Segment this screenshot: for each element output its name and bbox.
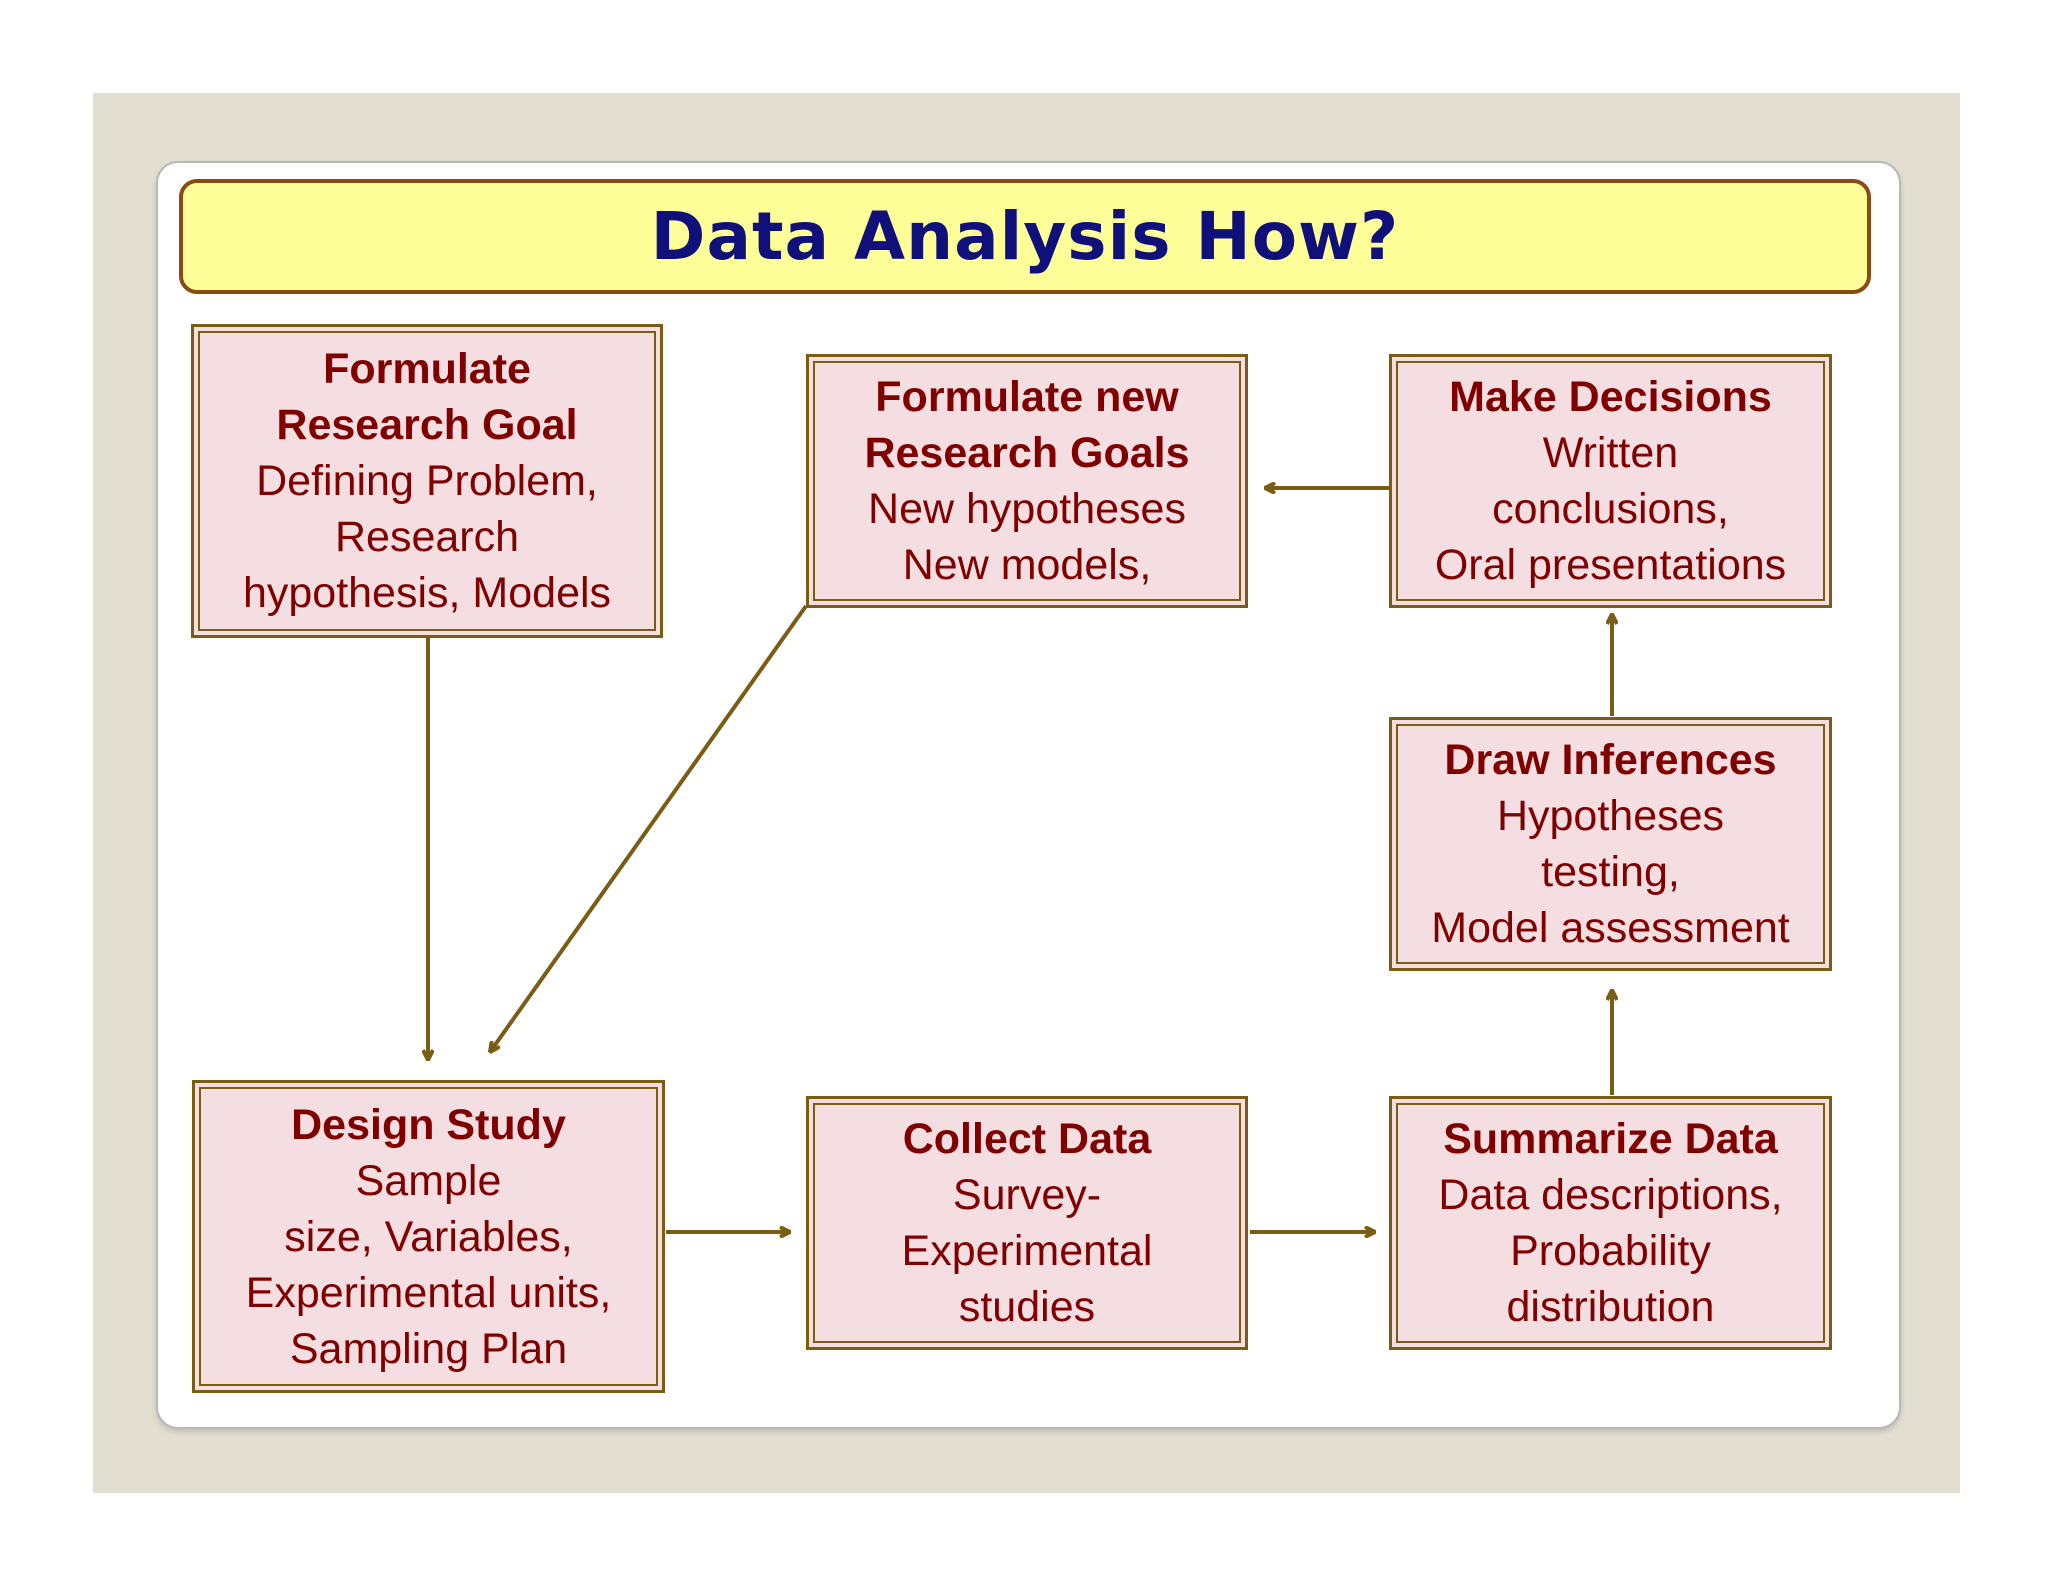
node-heading: Make Decisions — [1449, 373, 1772, 421]
node-summarize-data — [1389, 1096, 1832, 1350]
node-formulate-new-goals — [806, 354, 1248, 608]
node-heading: Collect Data — [902, 1115, 1152, 1163]
node-draw-inferences — [1389, 717, 1832, 971]
node-body: Hypotheses testing, Model assessment — [1431, 792, 1790, 952]
node-design-study — [192, 1080, 665, 1393]
node-make-decisions — [1389, 354, 1832, 608]
arrow-new-goals-to-design — [490, 606, 806, 1052]
node-heading: Summarize Data — [1443, 1115, 1778, 1163]
node-formulate-research-goal — [191, 324, 663, 638]
node-collect-data — [806, 1096, 1248, 1350]
node-body: Data descriptions, Probability distribution — [1438, 1171, 1783, 1331]
node-heading: Design Study — [291, 1100, 566, 1149]
node-body: Survey- Experimental studies — [901, 1171, 1153, 1331]
node-body: New hypotheses New models, — [868, 485, 1186, 589]
page-title: Data Analysis How? — [650, 198, 1400, 275]
node-heading: Formulate Research Goal — [276, 345, 578, 449]
node-heading: Formulate new Research Goals — [864, 373, 1190, 477]
node-body: Written conclusions, Oral presentations — [1434, 429, 1787, 589]
node-heading: Draw Inferences — [1444, 736, 1777, 784]
node-body: Sample size, Variables, Experimental units, Sampling Plan — [245, 1156, 612, 1373]
node-body: Defining Problem, Research hypothesis, Models — [242, 457, 612, 617]
